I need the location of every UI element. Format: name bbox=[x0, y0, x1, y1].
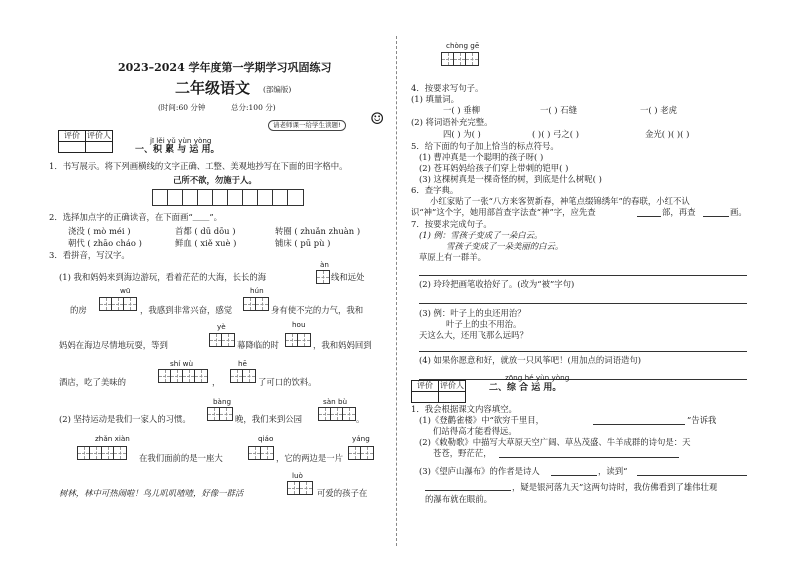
q7-2-answer-line[interactable] bbox=[419, 303, 747, 304]
answer-box-chongge[interactable] bbox=[441, 52, 479, 66]
q7-2-text: (2) 玲玲把画笔收拾好了。(改为“被”字句) bbox=[419, 279, 575, 289]
p1-line2b: ，我感到非常兴奋，感觉 bbox=[140, 305, 233, 315]
q2-text: 2．选择加点字的正确读音，在下面画“＿＿”。 bbox=[49, 212, 223, 222]
q7-3-answer-line[interactable] bbox=[419, 351, 747, 352]
q5-item-3[interactable]: (3) 这棵树真是一棵奇怪的树，到底是什么树呢( ) bbox=[419, 174, 602, 184]
py-he: hē bbox=[238, 359, 247, 368]
score-head-2: 评价人 bbox=[87, 130, 111, 140]
q7-3-example: (3) 例：叶子上的虫还用治？ bbox=[419, 308, 526, 318]
answer-box-shiwu[interactable] bbox=[158, 369, 208, 383]
q7-1-example: (1) 例：雪孩子变成了一朵白云。 bbox=[419, 230, 543, 240]
q8-3-d: 的瀑布就在眼前。 bbox=[425, 494, 492, 504]
answer-box-ye[interactable] bbox=[209, 333, 235, 347]
kid-icon: ☺ bbox=[370, 109, 385, 128]
answer-box-zhanxian[interactable] bbox=[77, 446, 127, 460]
py-an: àn bbox=[320, 260, 329, 269]
section1-pinyin: jī lěi yǔ yùn yòng bbox=[150, 136, 212, 145]
score-table-2 bbox=[411, 380, 466, 403]
score-cell[interactable] bbox=[439, 392, 466, 403]
py-sanbu: sàn bù bbox=[323, 397, 348, 406]
p2-line3b: 可爱的孩子在 bbox=[317, 488, 368, 498]
q1-writing-grid[interactable] bbox=[152, 189, 304, 206]
score-cell[interactable] bbox=[412, 392, 439, 403]
q5-text: 5．给下面的句子加上恰当的标点符号。 bbox=[411, 141, 559, 151]
q4-2-item-3[interactable]: 金光( )( )( ) bbox=[645, 129, 690, 139]
q3-text: 3．看拼音，写汉字。 bbox=[49, 250, 130, 260]
q8-3-b: ，读到“ bbox=[598, 466, 628, 476]
q8-1-a: (1)《登鹳雀楼》中“欲穷千里目， bbox=[419, 415, 545, 425]
q4-2-item-1[interactable]: 四( ) 为( ) bbox=[443, 129, 481, 139]
p1-line2a: 的房 bbox=[70, 305, 87, 315]
q8-2-a: (2)《敕勒歌》中描写大草原天空广阔、草丛茂盛、牛羊成群的诗句是：天 bbox=[419, 437, 691, 447]
q6-blank-strokes[interactable] bbox=[703, 216, 729, 217]
q4-2-text: (2) 将词语补充完整。 bbox=[411, 117, 493, 127]
q2-item-5[interactable]: 鲜血 ( xiě xuè ) bbox=[175, 238, 237, 248]
q7-4-answer-line[interactable] bbox=[419, 379, 747, 380]
p1-line3b: 幕降临的时 bbox=[237, 340, 279, 350]
answer-box-he[interactable] bbox=[230, 369, 256, 383]
score-cell[interactable] bbox=[59, 142, 86, 153]
answer-box-wu[interactable] bbox=[99, 297, 137, 311]
q6-line2a: 识“神”这个字，她用部首查字法查“神”字，应先查 bbox=[411, 207, 596, 217]
q7-3-question: 天这么大，还用飞那么远吗？ bbox=[419, 330, 528, 340]
py-wu: wū bbox=[120, 286, 131, 295]
q2-item-3[interactable]: 转圈 ( zhuǎn zhuàn ) bbox=[275, 226, 361, 236]
section2-pinyin: zōng hé yùn yòng bbox=[505, 373, 570, 382]
q4-text: 4．按要求写句子。 bbox=[411, 83, 484, 93]
q4-1-item-1[interactable]: 一( ) 垂柳 bbox=[443, 105, 480, 115]
p1-line2c: 身有使不完的力气，我和 bbox=[271, 305, 364, 315]
q2-item-1[interactable]: 浇没 ( mò méi ) bbox=[68, 226, 131, 236]
q7-3-example-2: 叶子上的虫不用治。 bbox=[446, 319, 522, 329]
q7-1-answer-line[interactable] bbox=[419, 275, 747, 276]
q8-1-c: 们站得高才能看得远。 bbox=[433, 426, 517, 436]
q4-1-item-2[interactable]: 一( ) 石缝 bbox=[540, 105, 577, 115]
score-head-1: 评价 bbox=[412, 381, 439, 392]
answer-box-bang[interactable] bbox=[207, 407, 233, 421]
py-shiwu: shí wù bbox=[170, 359, 194, 368]
q8-3-a: (3)《望庐山瀑布》的作者是诗人 bbox=[419, 466, 540, 476]
p2-line2a: 在我们面前的是一座大 bbox=[139, 453, 223, 463]
q2-item-2[interactable]: 首都 ( dū dōu ) bbox=[175, 226, 236, 236]
p1-line4c: 了可口的饮料。 bbox=[258, 377, 317, 387]
column-divider bbox=[396, 36, 397, 546]
q7-1-question: 草原上有一群羊。 bbox=[419, 252, 486, 262]
p1-line1b: 线和远处 bbox=[331, 272, 365, 282]
py-hou: hou bbox=[292, 320, 306, 329]
q4-1-item-3[interactable]: 一( ) 老虎 bbox=[640, 105, 677, 115]
q8-2-b: 苍苍，野茫茫， bbox=[433, 448, 492, 458]
q2-item-4[interactable]: 朝代 ( zhāo cháo ) bbox=[68, 238, 142, 248]
p1-line3c: ，我和妈妈回到 bbox=[313, 340, 372, 350]
q8-3-c: ，疑是银河落九天”这两句诗时，我仿佛看到了雄伟壮观 bbox=[512, 482, 718, 492]
q6-text: 6．查字典。 bbox=[411, 185, 459, 195]
q4-2-item-2[interactable]: ( )( ) 弓之( ) bbox=[532, 129, 580, 139]
q6-line1: 小红家贴了一张“八方来客贺新春，神笔点缀锦绣年”的春联，小红不认 bbox=[430, 196, 690, 206]
q2-item-6[interactable]: 铺床 ( pū pù ) bbox=[275, 238, 331, 248]
p1-line4a: 酒店，吃了美味的 bbox=[59, 377, 126, 387]
edition-label: (部编版) bbox=[263, 85, 292, 94]
q8-2-blank[interactable] bbox=[499, 457, 679, 458]
answer-box-hou[interactable] bbox=[285, 333, 311, 347]
section1-title: 一、积 累 与 运 用。 bbox=[135, 145, 220, 155]
p2-line1a: (2) 坚持运动是我们一家人的习惯。 bbox=[59, 414, 191, 424]
py-hun: hún bbox=[250, 286, 264, 295]
answer-box-qiao[interactable] bbox=[248, 446, 274, 460]
answer-box-yang[interactable] bbox=[348, 446, 374, 460]
py-zhanxian: zhǎn xiàn bbox=[95, 434, 130, 443]
answer-box-sanbu[interactable] bbox=[318, 407, 356, 421]
exam-title: 2023–2024 学年度第一学期学习巩固练习 bbox=[118, 61, 332, 74]
score-label: 总分:100 分) bbox=[231, 103, 276, 112]
score-head-2: 评价人 bbox=[440, 380, 464, 390]
score-table-1 bbox=[58, 130, 113, 153]
time-label: (时间:60 分钟 bbox=[158, 103, 206, 112]
q8-1-blank[interactable] bbox=[593, 424, 685, 425]
q7-4-text: (4) 如果你愿意和好，就放一只风筝吧！(用加点的词语造句) bbox=[419, 355, 642, 365]
q6-line2b: 部，再查 bbox=[662, 207, 696, 217]
q8-text: 1．我会根据课文内容填空。 bbox=[411, 404, 517, 414]
p2-line1b: 晚，我们来到公园 bbox=[235, 414, 302, 424]
answer-box-luo[interactable] bbox=[287, 481, 313, 495]
score-cell[interactable] bbox=[86, 142, 113, 153]
py-qiao: qiáo bbox=[258, 434, 274, 443]
q8-1-b: ”告诉我 bbox=[687, 415, 717, 425]
q7-text: 7．按要求完成句子。 bbox=[411, 219, 492, 229]
subject-title: 二年级语文 bbox=[175, 79, 251, 97]
q7-1-example-2: 雪孩子变成了一朵美丽的白云。 bbox=[446, 241, 564, 251]
py-yang: yáng bbox=[352, 434, 370, 443]
p2-line1c: 。 bbox=[356, 414, 365, 424]
p1-line4b: ， bbox=[212, 377, 221, 387]
teacher-note-badge: 请老师课一给学生读题! bbox=[268, 120, 346, 131]
score-head-1: 评价 bbox=[59, 131, 86, 142]
p1-line1a: (1) 我和妈妈来到海边游玩，看着茫茫的大海，长长的海 bbox=[59, 272, 267, 282]
q8-3-verse-blank-2[interactable] bbox=[425, 490, 511, 491]
q4-1-text: (1) 填量词。 bbox=[411, 94, 460, 104]
p2-line2b: ，它的两边是一片 bbox=[276, 453, 343, 463]
p2-line3a: 树林，林中可热闹啦！鸟儿叽叽喳喳，好像一群活 bbox=[59, 488, 244, 498]
q1-text: 1．书写展示。将下列画横线的文字正确、工整、美观地抄写在下面的田字格中。 bbox=[49, 161, 348, 171]
py-bang: bàng bbox=[213, 397, 232, 406]
py-ye: yè bbox=[217, 322, 226, 331]
q5-item-2[interactable]: (2) 苍耳妈妈给孩子们穿上带刺的铠甲( ) bbox=[419, 163, 569, 173]
q6-line2c: 画。 bbox=[730, 207, 747, 217]
answer-box-an[interactable] bbox=[316, 270, 330, 284]
section2-title: 二、综 合 运 用。 bbox=[489, 383, 562, 393]
q8-3-verse-blank[interactable] bbox=[637, 475, 747, 476]
q5-item-1[interactable]: (1) 曹冲真是一个聪明的孩子呀( ) bbox=[419, 152, 544, 162]
py-luo: luò bbox=[292, 471, 303, 480]
q1-phrase: 己所不欲，勿施于人。 bbox=[173, 175, 257, 185]
p1-line3a: 妈妈在海边尽情地玩耍，等到 bbox=[59, 340, 168, 350]
answer-box-hun[interactable] bbox=[243, 297, 269, 311]
q6-blank-radical[interactable] bbox=[637, 216, 661, 217]
py-chongge: chòng gē bbox=[446, 41, 480, 50]
q8-3-poet-blank[interactable] bbox=[551, 475, 597, 476]
